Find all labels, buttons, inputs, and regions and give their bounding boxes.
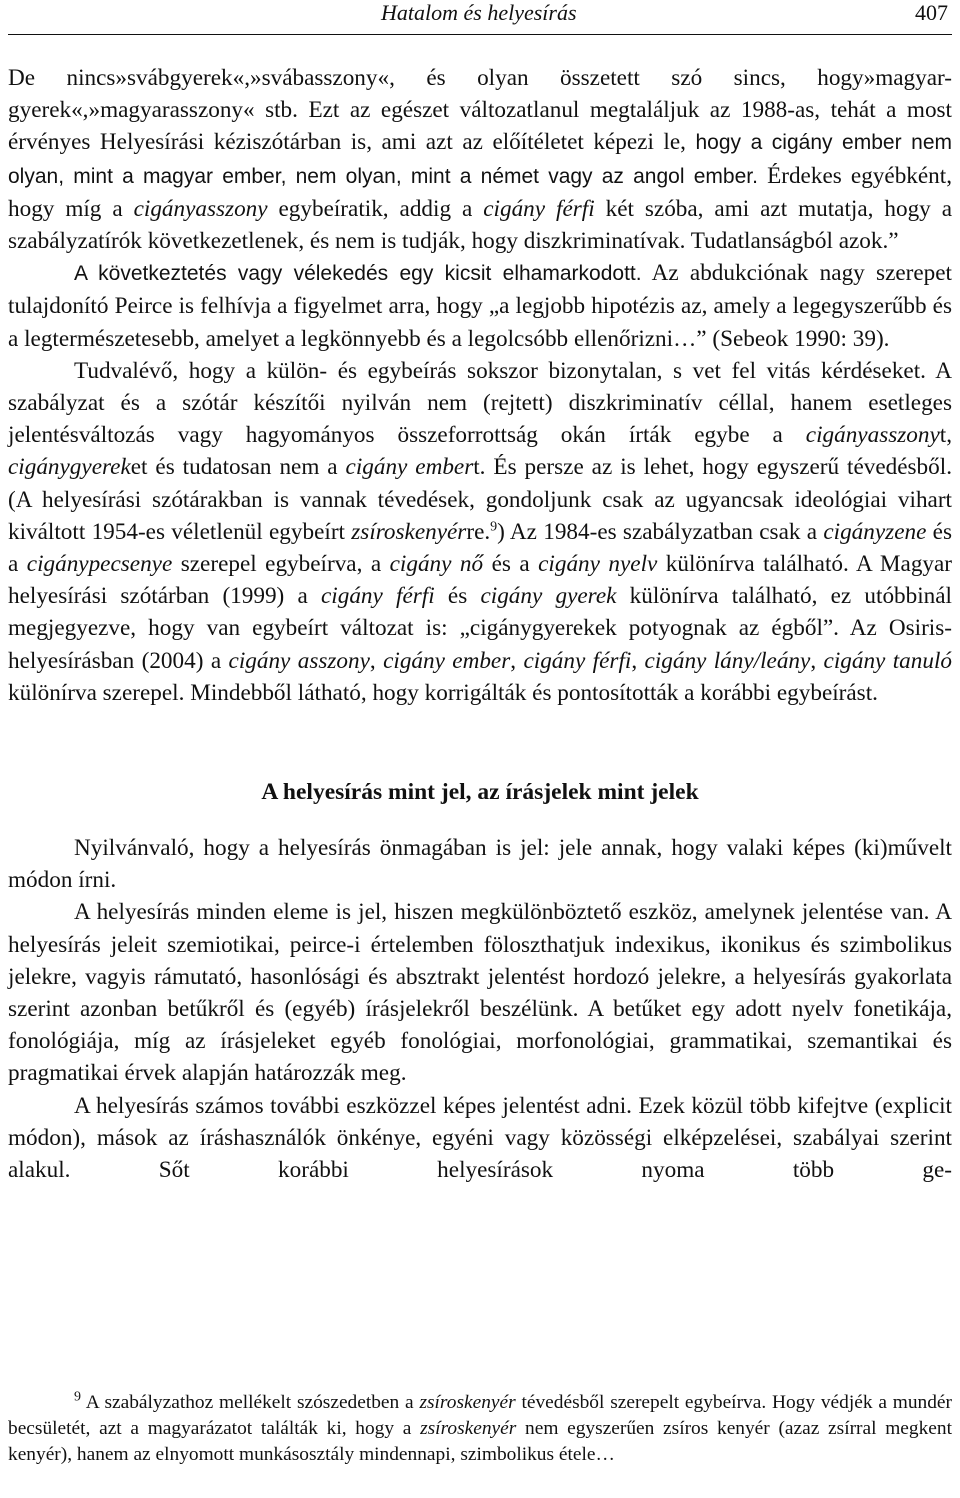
text-run: et és tudatosan nem a <box>130 454 346 481</box>
section-paragraph: Nyilvánvaló, hogy a helyesírás önmagában is jel: jele annak, hogy valaki képes (ki)művelt módon írni. <box>8 835 952 894</box>
text-run: Érdekes egyébként, hogy míg a <box>8 162 953 222</box>
text-run: és a <box>483 551 539 578</box>
text-run: re. <box>466 518 491 545</box>
paragraph-group-2 <box>8 832 952 1186</box>
text-run: különírva szerepel. Mindebből látható, hogy korrigálták és pontosították a korábbi egybeírást. <box>8 679 878 706</box>
text-run: egybeíratik, addig a <box>267 195 484 222</box>
italic-term: cigány gyerek <box>480 583 617 610</box>
text-run: Tudvalévő, hogy a külön- és egybeírás sokszor bizonytalan, s vet fel vitás kérdéseket. A szabályzat és a szótár készítői nyilván nem (rejtett) diszkriminatív céllal, hanem esetleges jelentésváltozás vagy hagyományos összeforrottság okán írták egybe a <box>8 357 952 449</box>
text-run: , <box>369 647 384 674</box>
footnote-ref: 9 <box>490 519 498 535</box>
sans-text-run: A következtetés vagy vélekedés egy kicsit elhamarkodott. <box>74 262 642 286</box>
italic-term: cigány férfi <box>523 647 632 674</box>
page-number: 407 <box>915 0 948 25</box>
italic-term: cigánygyerek <box>8 454 131 481</box>
section-heading: A helyesírás mint jel, az írásjelek mint jelek <box>261 779 699 806</box>
main-text <box>8 62 952 1186</box>
italic-term: zsíroskenyér <box>420 1418 517 1439</box>
italic-term: cigány férfi <box>483 195 595 222</box>
text-run: tévedésből szerepelt egybeírva. Hogy védjék a mundér becsületét, azt a magyarázatot találták ki, hogy a <box>8 1392 952 1439</box>
italic-term: cigány nyelv <box>538 551 658 578</box>
italic-term: cigányasszony <box>805 422 940 449</box>
text-run: két szóba, ami azt mutatja, hogy a szabályzatírók következetlenek, és nem is tudják, hogy diszkriminatívak. Tudatlanságból azok.” <box>8 195 953 255</box>
running-title: Hatalom és helyesírás <box>381 0 577 25</box>
italic-term: zsíroskenyér <box>351 518 467 545</box>
text-run: , <box>631 647 645 674</box>
text-run: , <box>510 647 524 674</box>
footnote <box>8 1390 952 1468</box>
italic-term: cigány tanuló <box>823 647 953 674</box>
text-run: nem egyszerűen zsíros kenyér (azaz zsírral megkent kenyér), hanem az elnyomott munkásosztály mindennapi, szimbolikus étele… <box>8 1418 952 1465</box>
text-run: különírva található. A Magyar helyesírási szótárban (1999) a <box>8 551 953 610</box>
footnote-text <box>8 1390 952 1468</box>
text-run: , <box>810 647 824 674</box>
italic-term: cigány ember <box>383 647 511 674</box>
italic-term: cigánypecsenye <box>26 551 173 578</box>
text-run: és a <box>8 518 952 578</box>
italic-term: cigány ember <box>345 454 474 481</box>
text-run: A szabályzathoz mellékelt szószedetben a <box>81 1392 420 1413</box>
italic-term: zsíroskenyér <box>419 1392 516 1413</box>
italic-term: cigányzene <box>823 518 927 545</box>
italic-term: cigányasszony <box>133 195 268 222</box>
italic-term: cigány férfi <box>321 583 435 610</box>
section-paragraph: A helyesírás minden eleme is jel, hiszen megkülönböztető eszköz, amelynek jelentése van. A helyesírás jeleit szemiotikai, peirce-i értelemben föloszthatjuk indexikus, ikonikus és szimbolikus jelekre, vagyis rámutató, hasonlósági és absztrakt jelentést hordozó jelekre, a helyesírás gyakorlata szerint azonban betűkről és (egyéb) írásjelekről beszélünk. A betűket egy adott nyelv fonetikája, fonológiája, míg az írásjeleket egyéb fonológiai, morfonológiai, grammatikai, szemantikai és pragmatikai érvek alapján határozzák meg. <box>8 899 952 1087</box>
text-run: t, <box>939 422 952 449</box>
body-paragraph <box>8 62 952 257</box>
text-run: szerepel egybeírva, a <box>172 551 390 578</box>
italic-term: cigány nő <box>389 551 484 578</box>
text-run: t. És persze az is lehet, hogy egyszerű tévedésből. (A helyesírási szótárakban is vannak tévedések, gondoljunk csak az ugyancsak ideológiai vihart kiváltott 1954-es véletlenül egybeírt <box>8 454 952 545</box>
running-header <box>8 0 952 35</box>
text-run: ) Az 1984-es szabályzatban csak a <box>497 518 824 545</box>
body-paragraph <box>8 257 952 355</box>
footnote-number: 9 <box>74 1389 81 1405</box>
italic-term: cigány lány/leány <box>644 647 811 674</box>
section-paragraph: A helyesírás számos további eszközzel képes jelentést adni. Ezek közül több kifejtve (explicit módon), mások az íráshasználók önkénye, egyéni vagy közösségi elképzelései, szabályai szerint alakul. Sőt korábbi helyesírások nyoma több ge- <box>8 1092 952 1184</box>
sans-text-run: hogy a cigány ember nem olyan, mint a magyar ember, nem olyan, mint a német vagy az angol ember. <box>8 131 952 188</box>
text-run: De nincs»svábgyerek«,»svábasszony«, és olyan összetett szó sincs, hogy»magyar-gyerek«,»magyarasszony« stb. Ezt az egészet változatlanul megtaláljuk az 1988-as, tehát a most érvényes Helyesírási kéziszótárban is, ami azt az előítéletet képezi le, <box>8 65 952 156</box>
text-run: Az abdukciónak nagy szerepet tulajdonító Peirce is felhívja a figyelmet arra, hogy „a legjobb hipotézis az, amely a legegyszerűbb és a legtermészetesebb, amelyet a legkönnyebb és a legolcsóbb ellenőrizni…” (Sebeok 1990: 39). <box>8 260 952 352</box>
paragraph-group-1 <box>8 62 952 709</box>
italic-term: cigány asszony <box>228 647 370 674</box>
text-run: különírva található, ez utóbbinál megjegyezve, hogy van egybeírt változat is: „cigánygyerekek potyognak az égből”. Az Osiris-helyesírásban (2004) a <box>8 583 952 674</box>
body-paragraph <box>8 355 952 709</box>
text-run: és <box>434 583 481 610</box>
